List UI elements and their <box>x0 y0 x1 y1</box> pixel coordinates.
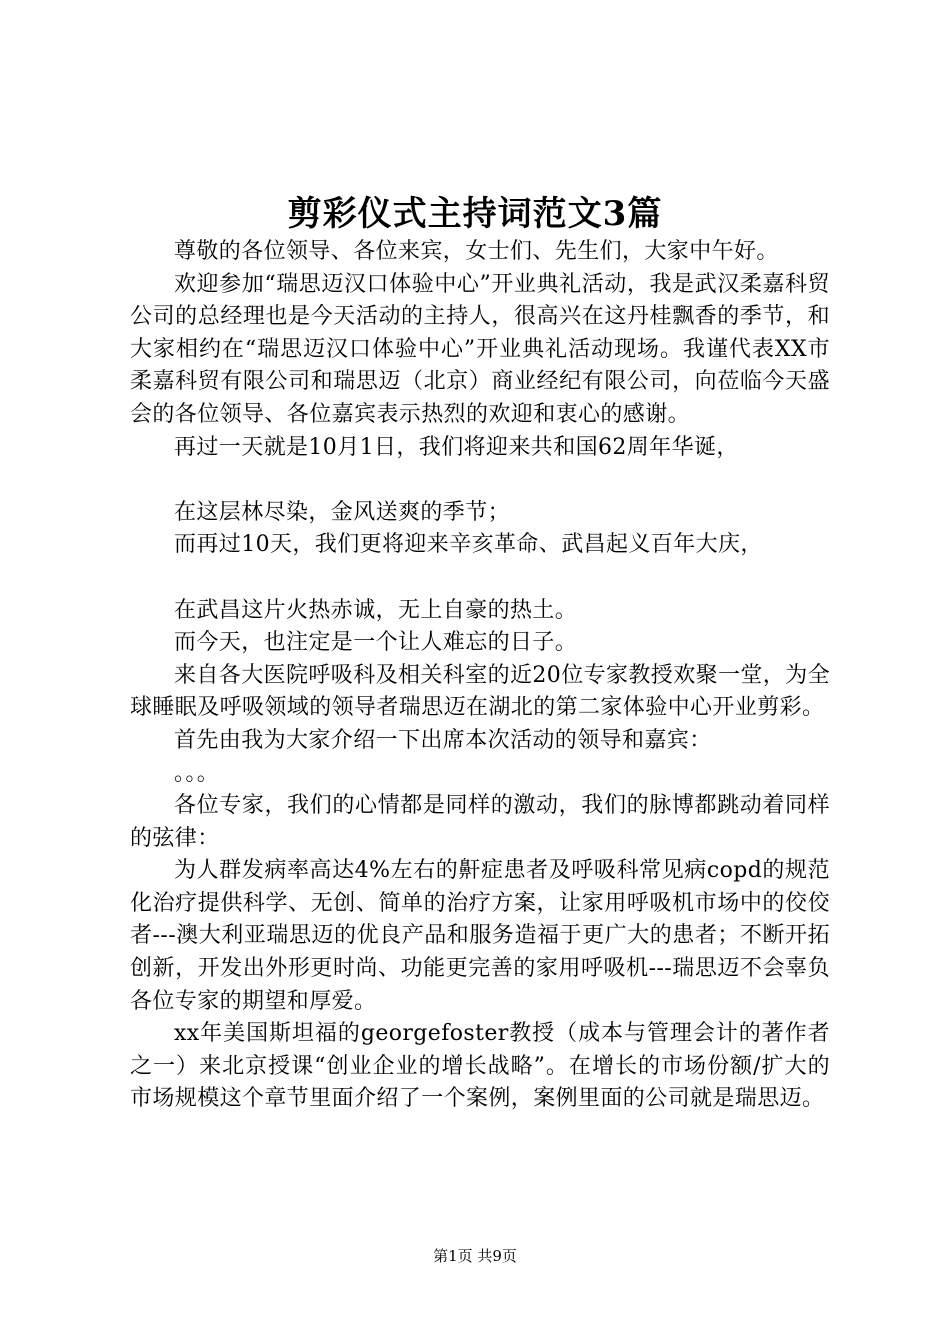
paragraph-national-day: 再过一天就是10月1日，我们将迎来共和国62周年华诞， <box>174 434 739 460</box>
paragraph-introduce: 首先由我为大家介绍一下出席本次活动的领导和嘉宾： <box>174 727 712 753</box>
paragraph-experts: 来自各大医院呼吸科及相关科室的近20位专家教授欢聚一堂，为全球睡眠及呼吸领域的领导者瑞思迈在湖北的第二家体验中心开业剪彩。 <box>130 662 830 721</box>
page-footer: 第1页 共9页 <box>433 1247 517 1265</box>
paragraph-treatment: 为人群发病率高达4%左右的鼾症患者及呼吸科常见病copd的规范化治疗提供科学、无创、简单的治疗方案，让家用呼吸机市场中的佼佼者---澳大利亚瑞思迈的优良产品和服务造福于更广大的患者；不断开拓创新，开发出外形更时尚、功能更完善的家用呼吸机---瑞思迈不会辜负各位专家的期望和厚爱。 <box>130 858 830 1014</box>
paragraph-season: 在这层林尽染，金风送爽的季节； <box>174 499 511 525</box>
document-title: 剪彩仪式主持词范文3篇 <box>287 194 663 234</box>
paragraph-revolution: 而再过10天，我们更将迎来辛亥革命、武昌起义百年大庆， <box>174 532 763 558</box>
paragraph-today: 而今天，也注定是一个让人难忘的日子。 <box>174 630 578 656</box>
paragraph-welcome: 欢迎参加“瑞思迈汉口体验中心”开业典礼活动，我是武汉柔嘉科贸公司的总经理也是今天活动的主持人，很高兴在这丹桂飘香的季节，和大家相约在“瑞思迈汉口体验中心”开业典礼活动现场。我谨代表XX市柔嘉科贸有限公司和瑞思迈（北京）商业经纪有限公司，向莅临今天盛会的各位领导、各位嘉宾表示热烈的欢迎和衷心的感谢。 <box>130 271 830 427</box>
paragraph-heartbeat: 各位专家，我们的心情都是同样的激动，我们的脉博都跳动着同样的弦律： <box>130 793 830 851</box>
paragraph-wuchang: 在武昌这片火热赤诚，无上自豪的热土。 <box>174 597 578 623</box>
paragraph-greeting: 尊敬的各位领导、各位来宾，女士们、先生们，大家中午好。 <box>174 239 779 264</box>
document-body <box>130 236 830 1116</box>
paragraph-ellipsis: 。。。 <box>174 760 220 786</box>
paragraph-stanford: xx年美国斯坦福的georgefoster教授（成本与管理会计的著作者之一）来北京授课“创业企业的增长战略”。在增长的市场份额/扩大的市场规模这个章节里面介绍了一个案例，案例里面的公司就是瑞思迈。 <box>130 1021 830 1112</box>
